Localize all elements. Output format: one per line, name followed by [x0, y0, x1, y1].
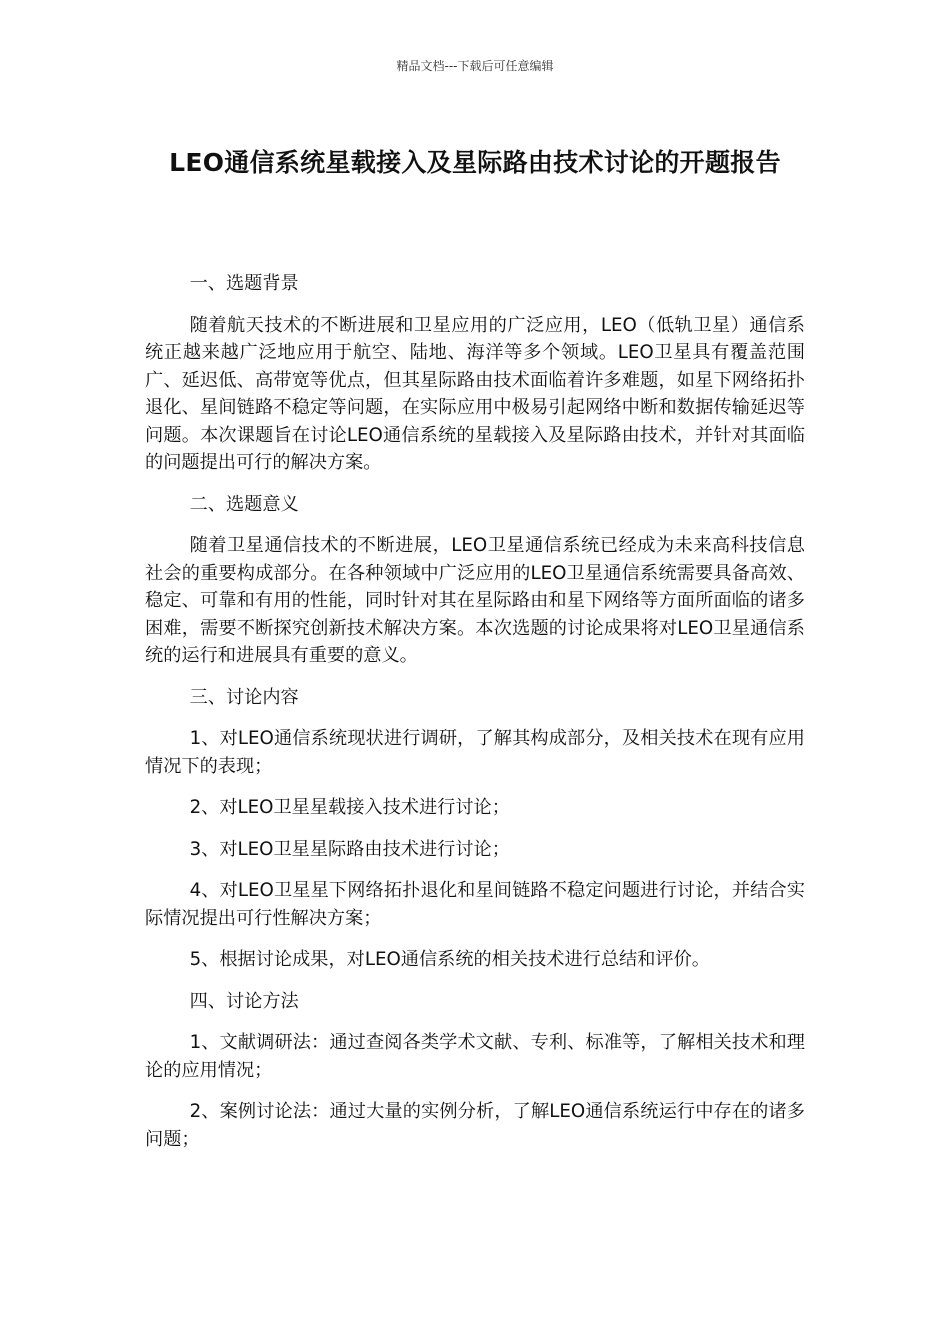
page-header: 精品文档---下载后可任意编辑	[396, 59, 554, 73]
section-heading: 三、讨论内容	[189, 686, 299, 708]
list-item: 2、案例讨论法：通过大量的实例分析，了解LEO通信系统运行中存在的诸多问题；	[145, 1101, 805, 1150]
section-significance	[145, 491, 805, 670]
section-heading: 四、讨论方法	[189, 990, 299, 1012]
list-item: 5、根据讨论成果，对LEO通信系统的相关技术进行总结和评价。	[189, 949, 710, 970]
list-item: 1、文献调研法：通过查阅各类学术文献、专利、标准等，了解相关技术和理论的应用情况；	[145, 1032, 805, 1081]
section-background	[145, 270, 805, 477]
section-methods	[145, 988, 805, 1154]
section-heading: 一、选题背景	[189, 273, 299, 294]
document-title: LEO通信系统星载接入及星际路由技术讨论的开题报告	[169, 148, 781, 177]
list-item: 1、对LEO通信系统现状进行调研，了解其构成部分，及相关技术在现有应用情况下的表现；	[145, 728, 805, 777]
paragraph: 随着航天技术的不断进展和卫星应用的广泛应用，LEO（低轨卫星）通信系统正越来越广泛地应用于航空、陆地、海洋等多个领域。LEO卫星具有覆盖范围广、延迟低、高带宽等优点，但其星际路由技术面临着许多难题，如星下网络拓扑退化、星间链路不稳定等问题，在实际应用中极易引起网络中断和数据传输延迟等问题。本次课题旨在讨论LEO通信系统的星载接入及星际路由技术，并针对其面临的问题提出可行的解决方案。	[145, 314, 805, 473]
list-item: 3、对LEO卫星星际路由技术进行讨论；	[189, 838, 510, 860]
document-body	[145, 270, 805, 1167]
section-heading: 二、选题意义	[189, 493, 299, 515]
paragraph: 随着卫星通信技术的不断进展，LEO卫星通信系统已经成为未来高科技信息社会的重要构成部分。在各种领域中广泛应用的LEO卫星通信系统需要具备高效、稳定、可靠和有用的性能，同时针对其在星际路由和星下网络等方面所面临的诸多困难，需要不断探究创新技术解决方案。本次选题的讨论成果将对LEO卫星通信系统的运行和进展具有重要的意义。	[145, 535, 805, 666]
section-content	[145, 684, 805, 974]
list-item: 2、对LEO卫星星载接入技术进行讨论；	[189, 797, 510, 818]
list-item: 4、对LEO卫星星下网络拓扑退化和星间链路不稳定问题进行讨论，并结合实际情况提出可行性解决方案；	[145, 880, 805, 929]
